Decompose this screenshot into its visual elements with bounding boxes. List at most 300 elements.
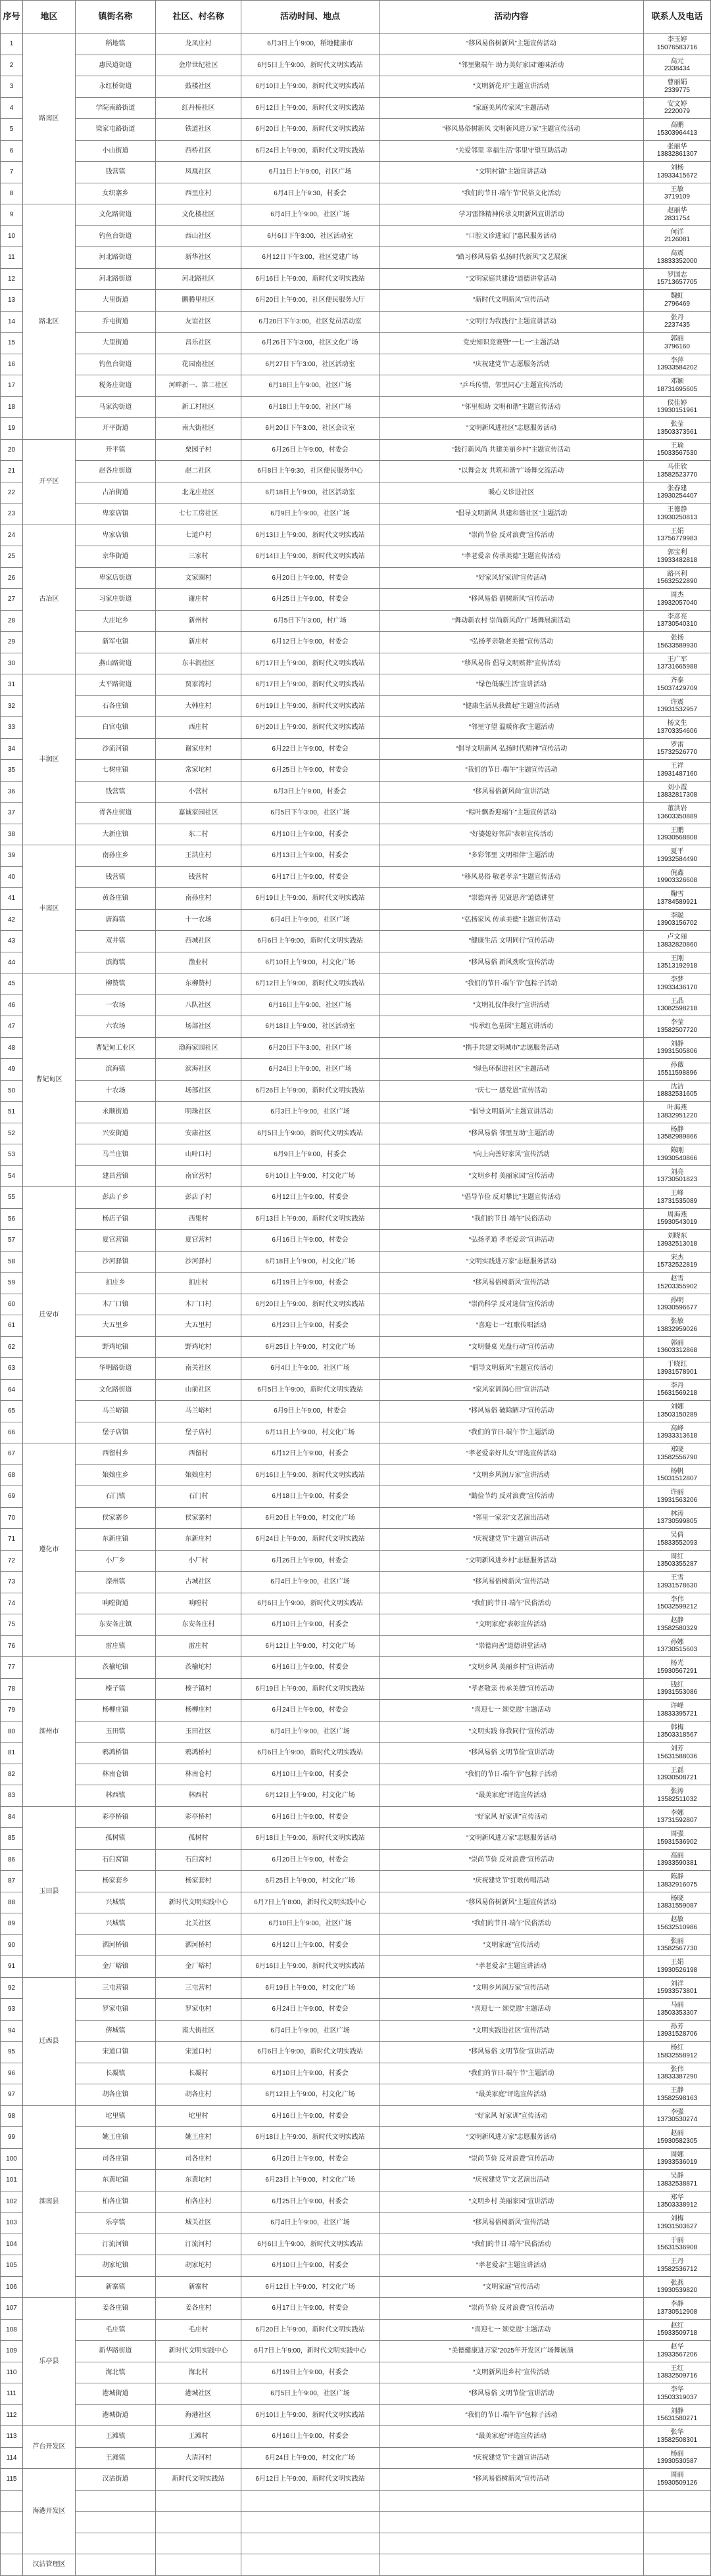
table-row — [1, 888, 711, 910]
contact-phone: 19903326608 — [656, 877, 698, 885]
table-row — [1, 2148, 711, 2170]
table-row — [1, 1123, 711, 1144]
contact-name: 许丽 — [670, 1489, 684, 1497]
row-no — [1, 2533, 23, 2554]
row-no: 15 — [1, 333, 23, 354]
row-contact — [644, 247, 711, 269]
contact-name: 王娟 — [670, 1959, 684, 1967]
contact-phone: 13831559087 — [656, 1902, 698, 1910]
table-row — [1, 866, 711, 888]
row-no: 25 — [1, 546, 23, 568]
row-activity: “健康生活从我做起”主题宣传活动 — [380, 695, 644, 717]
contact-name: 李强 — [670, 2108, 684, 2116]
row-activity: “移风易俗树新风”宣传活动 — [380, 2213, 644, 2234]
row-street: 唐海镇 — [76, 909, 156, 931]
row-time: 6月24日上午9:00，新时代文明实践站 — [241, 140, 380, 162]
row-contact — [644, 2341, 711, 2362]
row-no: 24 — [1, 525, 23, 546]
row-activity: “文明乡村 美丽家园”宣讲活动 — [380, 2191, 644, 2213]
row-community: 东安各庄村 — [156, 1614, 241, 1636]
contact-phone: 13832509716 — [656, 2372, 698, 2380]
row-contact — [644, 1764, 711, 1785]
contact-phone: 15511598896 — [657, 1069, 697, 1077]
contact-phone: 13833352000 — [656, 257, 698, 265]
row-contact — [644, 1678, 711, 1700]
row-time: 6月13日上午9:00，村委会 — [241, 845, 380, 867]
contact-phone: 15076583716 — [656, 43, 698, 51]
row-time: 6月6日上午9:00，新时代文明实践站 — [241, 931, 380, 952]
table-row — [1, 1187, 711, 1209]
contact-name: 吴静 — [670, 2172, 684, 2180]
row-contact — [644, 461, 711, 482]
row-time: 6月24日上午9:00，社区广场 — [241, 1059, 380, 1081]
contact-phone: 13582567730 — [656, 1945, 698, 1953]
row-time: 6月17日上午9:00，新时代文明实践站 — [241, 674, 380, 696]
row-time: 6月16日上午9:00，社区广场 — [241, 995, 380, 1016]
row-time: 6月4日上午9:00，社区广场 — [241, 204, 380, 226]
row-time: 6月17日上午9:00，村委会 — [241, 2298, 380, 2320]
row-activity — [380, 2533, 644, 2554]
row-no: 65 — [1, 1401, 23, 1422]
table-row — [1, 525, 711, 546]
row-contact — [644, 952, 711, 973]
row-activity: “好家风 好家训”宣传活动 — [380, 1806, 644, 1828]
row-activity — [380, 2512, 644, 2533]
row-street: 海北镇 — [76, 2362, 156, 2383]
row-no: 42 — [1, 909, 23, 931]
row-time — [241, 2490, 380, 2512]
row-area: 古冶区 — [23, 525, 76, 674]
row-street: 十农场 — [76, 1080, 156, 1102]
row-contact — [644, 1849, 711, 1871]
row-activity: “崇德向善 见贤思齐”道德讲堂 — [380, 888, 644, 910]
row-activity: “移风易俗 新风劲吹”宣传活动 — [380, 952, 644, 973]
row-activity: 党史知识竞赛暨“一七一”主题活动 — [380, 333, 644, 354]
row-community: 大五里村 — [156, 1315, 241, 1337]
row-no: 55 — [1, 1187, 23, 1209]
row-activity: “崇尚节俭 反对浪费”宣传活动 — [380, 2298, 644, 2320]
row-street: 学院南路街道 — [76, 97, 156, 119]
row-community: 八队社区 — [156, 995, 241, 1016]
row-no: 69 — [1, 1486, 23, 1508]
row-street: 王滩镇 — [76, 2426, 156, 2448]
row-no: 77 — [1, 1657, 23, 1679]
contact-phone: 13930568808 — [656, 834, 698, 842]
contact-name: 陈静 — [670, 1873, 684, 1881]
row-time: 6月18日上午9:00，新时代文明实践站 — [241, 2127, 380, 2149]
row-contact — [644, 1934, 711, 1956]
contact-phone: 13930530587 — [656, 2458, 698, 2466]
table-row — [1, 1401, 711, 1422]
row-no: 79 — [1, 1700, 23, 1721]
row-contact — [644, 1550, 711, 1572]
contact-name: 于丽 — [670, 2236, 684, 2244]
contact-phone: 15930509126 — [656, 2479, 698, 2487]
row-street: 马兰峪镇 — [76, 1401, 156, 1422]
contact-name: 张敏 — [670, 1318, 684, 1326]
row-activity: “携手共建文明城市”志愿服务活动 — [380, 1037, 644, 1059]
table-row — [1, 225, 711, 247]
row-area: 迁安市 — [23, 1187, 76, 1443]
row-time: 6月19日上午9:00，新时代文明实践站 — [241, 1678, 380, 1700]
row-street: 坨里镇 — [76, 2105, 156, 2127]
row-community: 彩亭桥村 — [156, 1806, 241, 1828]
row-time: 6月13日上午9:00，新时代文明实践站 — [241, 525, 380, 546]
row-contact — [644, 1871, 711, 1892]
row-activity: “移风易俗树新风”宣传活动 — [380, 2469, 644, 2491]
row-community: 雷庄村 — [156, 1635, 241, 1657]
contact-phone: 15931536902 — [656, 1838, 698, 1846]
row-contact — [644, 97, 711, 119]
row-street: 京华街道 — [76, 546, 156, 568]
table-row — [1, 1379, 711, 1401]
row-contact — [644, 653, 711, 674]
contact-name: 王德静 — [667, 506, 687, 514]
contact-phone: 13931563206 — [656, 1496, 698, 1504]
row-street: 司各庄镇 — [76, 2148, 156, 2170]
row-no: 20 — [1, 439, 23, 461]
table-row — [1, 1464, 711, 1486]
row-activity: “我们的节日·端午节”包粽子活动 — [380, 973, 644, 995]
row-community — [156, 2490, 241, 2512]
row-time: 6月20日上午9:00，村委会 — [241, 1849, 380, 1871]
row-no: 52 — [1, 1123, 23, 1144]
row-contact — [644, 183, 711, 204]
row-contact — [644, 931, 711, 952]
table-row — [1, 2063, 711, 2084]
contact-name: 李梦 — [670, 976, 684, 984]
row-street: 茨榆坨镇 — [76, 1657, 156, 1679]
row-community: 北关社区 — [156, 1913, 241, 1935]
row-street: 燕山路街道 — [76, 653, 156, 674]
row-no: 5 — [1, 119, 23, 141]
row-street: 柳赞镇 — [76, 973, 156, 995]
row-community: 东黄坨村 — [156, 2170, 241, 2191]
contact-name: 叶海燕 — [667, 1104, 687, 1112]
row-no: 37 — [1, 803, 23, 824]
contact-name: 李彦亮 — [667, 613, 687, 621]
row-contact — [644, 2404, 711, 2426]
row-area: 丰润区 — [23, 674, 76, 845]
table-row — [1, 1721, 711, 1743]
table-row — [1, 1422, 711, 1443]
row-time: 6月22日上午9:00，村委会 — [241, 738, 380, 760]
row-time: 6月13日上午9:00，新时代文明实践站 — [241, 1208, 380, 1230]
row-activity: “移风易俗 邻里互助”主题活动 — [380, 1123, 644, 1144]
row-street — [76, 2512, 156, 2533]
contact-name: 李华 — [670, 2386, 684, 2394]
table-row — [1, 333, 711, 354]
contact-phone: 13933590381 — [656, 1860, 698, 1867]
row-contact — [644, 2042, 711, 2063]
row-community: 东新庄村 — [156, 1529, 241, 1551]
row-time: 6月16日上午9:00，村委会 — [241, 2426, 380, 2448]
row-contact — [644, 2084, 711, 2106]
table-row — [1, 738, 711, 760]
row-street: 马家沟街道 — [76, 396, 156, 418]
row-community: 铁道社区 — [156, 119, 241, 141]
contact-phone: 13931505806 — [656, 1048, 698, 1056]
row-no: 21 — [1, 461, 23, 482]
header-area: 地区 — [23, 1, 76, 34]
row-time: 6月16日上午9:00，新时代文明实践站 — [241, 1464, 380, 1486]
contact-name: 张丹 — [670, 314, 684, 321]
row-street: 开平镇 — [76, 439, 156, 461]
row-time: 6月20日上午9:00，新时代文明实践站 — [241, 2319, 380, 2341]
contact-phone: 13832861307 — [656, 151, 698, 158]
row-activity: “好家风好家训”宣传活动 — [380, 567, 644, 589]
row-community: 河北路社区 — [156, 268, 241, 290]
contact-name: 孙薇 — [670, 1062, 684, 1069]
row-street: 滦州镇 — [76, 1572, 156, 1593]
contact-name: 刘小霞 — [667, 784, 687, 791]
row-activity: “庆祝建党节”志愿服务活动 — [380, 354, 644, 375]
row-contact — [644, 2063, 711, 2084]
row-community: 新时代文明实践中心 — [156, 1892, 241, 1913]
row-street: 新华路街道 — [76, 2341, 156, 2362]
row-contact — [644, 2105, 711, 2127]
row-activity: “文明村镇”主题宣讲活动 — [380, 162, 644, 183]
row-time: 6月20日下午3:00，社区党员活动室 — [241, 311, 380, 333]
row-no: 30 — [1, 653, 23, 674]
row-contact — [644, 1700, 711, 1721]
row-activity: “文明餐桌 光盘行动”宣传活动 — [380, 1336, 644, 1358]
row-activity: “向上向善好家风”宣传活动 — [380, 1144, 644, 1166]
table-row — [1, 1999, 711, 2021]
row-time: 6月20日下午3:00，社区广场 — [241, 1037, 380, 1059]
row-street: 黄各庄镇 — [76, 888, 156, 910]
contact-name: 高峰 — [670, 1424, 684, 1432]
table-row — [1, 2298, 711, 2320]
row-street: 东新庄镇 — [76, 1529, 156, 1551]
row-no: 48 — [1, 1037, 23, 1059]
row-community: 柏各庄村 — [156, 2191, 241, 2213]
row-community: 宋道口村 — [156, 2042, 241, 2063]
row-time: 6月9日上午9:00，村委会 — [241, 1144, 380, 1166]
row-contact — [644, 354, 711, 375]
row-street: 一农场 — [76, 995, 156, 1016]
contact-phone: 13930250813 — [656, 513, 698, 521]
row-street: 大庄坨乡 — [76, 610, 156, 632]
row-activity: “文明家庭”宣传活动 — [380, 2276, 644, 2298]
row-time: 6月18日上午9:00，村委会 — [241, 1486, 380, 1508]
row-time: 6月18日上午9:00，社区活动室 — [241, 482, 380, 503]
row-community: 昌乐社区 — [156, 333, 241, 354]
row-no: 63 — [1, 1358, 23, 1380]
contact-name: 杨文生 — [667, 720, 687, 728]
row-community: 新庄村 — [156, 632, 241, 653]
contact-name: 王雪 — [670, 1574, 684, 1582]
row-community: 杨家套村 — [156, 1871, 241, 1892]
contact-phone: 13833387290 — [656, 2073, 698, 2081]
row-community: 七七工房社区 — [156, 503, 241, 525]
contact-phone: 3719109 — [664, 193, 690, 201]
row-street: 开平街道 — [76, 418, 156, 440]
table-row — [1, 1977, 711, 1999]
contact-name: 张莹 — [670, 421, 684, 429]
row-community: 新时代文明实践中心 — [156, 2341, 241, 2362]
row-contact — [644, 632, 711, 653]
row-contact — [644, 1037, 711, 1059]
row-street: 罗家屯镇 — [76, 1999, 156, 2021]
contact-name: 安文婷 — [667, 100, 687, 108]
row-contact — [644, 1187, 711, 1209]
row-no: 68 — [1, 1464, 23, 1486]
row-street: 小厂乡 — [76, 1550, 156, 1572]
row-contact — [644, 2213, 711, 2234]
row-activity: 学习雷锋精神传承文明新风宣讲活动 — [380, 204, 644, 226]
contact-name: 李莹 — [670, 1019, 684, 1027]
row-activity: “勤俭节约 反对浪费”宣传活动 — [380, 1486, 644, 1508]
table-row — [1, 1892, 711, 1913]
row-activity: “践行新风尚 共建美丽乡村”主题宣传活动 — [380, 439, 644, 461]
row-street: 马兰庄镇 — [76, 1144, 156, 1166]
contact-phone: 13932513018 — [656, 1240, 698, 1248]
table-row — [1, 1144, 711, 1166]
row-community: 山前社区 — [156, 1379, 241, 1401]
row-area: 丰南区 — [23, 845, 76, 973]
table-row — [1, 909, 711, 931]
contact-name: 韩梅 — [670, 1723, 684, 1731]
row-community: 西留村 — [156, 1443, 241, 1465]
contact-name: 张华 — [670, 2429, 684, 2437]
row-community: 南大街社区 — [156, 418, 241, 440]
table-row — [1, 695, 711, 717]
row-street: 胡各庄镇 — [76, 2084, 156, 2106]
contact-name: 沈洁 — [670, 1083, 684, 1090]
row-contact — [644, 2490, 711, 2512]
row-time: 6月10日上午9:00，村委会 — [241, 1764, 380, 1785]
contact-phone: 13930596677 — [656, 1304, 698, 1312]
contact-phone: 15832558912 — [656, 2051, 698, 2059]
row-community: 西山社区 — [156, 225, 241, 247]
contact-name: 路兴利 — [667, 570, 687, 578]
contact-name: 张燕 — [670, 2279, 684, 2287]
row-street: 娘娘庄乡 — [76, 1464, 156, 1486]
row-no: 76 — [1, 1635, 23, 1657]
row-contact — [644, 2298, 711, 2320]
table-row — [1, 1251, 711, 1273]
row-time: 6月20日上午9:00，社区便民服务大厅 — [241, 290, 380, 312]
row-time — [241, 2512, 380, 2533]
table-row — [1, 1934, 711, 1956]
row-contact — [644, 55, 711, 76]
row-no: 44 — [1, 952, 23, 973]
row-no: 87 — [1, 1871, 23, 1892]
row-community: 七道户村 — [156, 525, 241, 546]
row-activity: “文明乡风润万家”宣讲活动 — [380, 1464, 644, 1486]
row-street: 太平路街道 — [76, 674, 156, 696]
row-activity: “倡导文明新风”主题宣传活动 — [380, 1358, 644, 1380]
row-time: 6月6日上午9:00，新时代文明实践站 — [241, 1593, 380, 1614]
contact-name: 杨帆 — [670, 1467, 684, 1475]
row-contact — [644, 1892, 711, 1913]
row-time: 6月7日上午8:00，新时代文明实践中心 — [241, 1892, 380, 1913]
contact-phone: 13582523770 — [656, 471, 698, 479]
table-row — [1, 760, 711, 782]
row-contact — [644, 418, 711, 440]
row-community: 新华社区 — [156, 247, 241, 269]
table-row — [1, 1550, 711, 1572]
row-contact — [644, 1358, 711, 1380]
row-community: 马兰峪村 — [156, 1401, 241, 1422]
row-contact — [644, 290, 711, 312]
contact-phone: 13582556790 — [656, 1453, 698, 1461]
row-community: 三家村 — [156, 546, 241, 568]
row-street: 卑家店镇 — [76, 503, 156, 525]
row-time: 6月10日上午9:00，村文化广场 — [241, 952, 380, 973]
row-activity: “移风易俗 文明节俭”宣讲活动 — [380, 2042, 644, 2063]
contact-name: 宋杰 — [670, 1253, 684, 1261]
row-street: 滨海镇 — [76, 1059, 156, 1081]
row-contact — [644, 610, 711, 632]
row-contact — [644, 140, 711, 162]
row-no: 100 — [1, 2148, 23, 2170]
contact-name: 曹丽娟 — [667, 79, 687, 87]
row-activity: “弘扬家风 传承美德”主题宣传活动 — [380, 909, 644, 931]
row-contact — [644, 888, 711, 910]
row-contact — [644, 2255, 711, 2277]
row-street: 杨家套乡 — [76, 1871, 156, 1892]
contact-phone: 13933567206 — [656, 2351, 698, 2358]
row-contact — [644, 225, 711, 247]
row-contact — [644, 1336, 711, 1358]
row-community: 石臼窝村 — [156, 1849, 241, 1871]
contact-name: 王静 — [670, 2087, 684, 2095]
contact-name: 王祥 — [670, 762, 684, 770]
row-no: 106 — [1, 2276, 23, 2298]
contact-name: 李伟 — [670, 1595, 684, 1603]
table-row — [1, 247, 711, 269]
row-time: 6月4日上午9:00，社区广场 — [241, 1721, 380, 1743]
row-activity: “美德健康进万家”2025年开发区广场舞展演 — [380, 2341, 644, 2362]
row-activity: “我们的节日·端午节”包粽子活动 — [380, 1764, 644, 1785]
contact-phone: 13082598218 — [656, 1005, 698, 1013]
row-time: 6月25日上午9:00，村文化广场 — [241, 1336, 380, 1358]
row-community: 石门村 — [156, 1486, 241, 1508]
row-time: 6月20日上午9:00，新时代文明实践站 — [241, 717, 380, 739]
row-contact — [644, 1016, 711, 1038]
row-no: 71 — [1, 1529, 23, 1551]
contact-phone: 13833395721 — [656, 1710, 698, 1718]
contact-name: 刘娜 — [670, 1403, 684, 1411]
row-area: 路南区 — [23, 34, 76, 204]
contact-name: 倪鑫 — [670, 869, 684, 877]
table-row — [1, 461, 711, 482]
contact-phone: 13832951220 — [656, 1112, 698, 1119]
row-no: 43 — [1, 931, 23, 952]
row-time: 6月5日下午3:00，社区广场 — [241, 803, 380, 824]
contact-name: 王丹 — [670, 2258, 684, 2266]
contact-phone: 13931578901 — [656, 1368, 698, 1376]
row-street: 梁家屯路街道 — [76, 119, 156, 141]
row-activity: “庆七一 感党恩”宣传活动 — [380, 1080, 644, 1102]
row-no: 54 — [1, 1165, 23, 1187]
row-time: 6月24日上午9:00，村委会 — [241, 1999, 380, 2021]
contact-phone: 15732522819 — [656, 1261, 698, 1269]
row-contact — [644, 1230, 711, 1252]
table-row — [1, 2554, 711, 2576]
table-row — [1, 824, 711, 845]
row-no: 82 — [1, 1764, 23, 1785]
row-street: 鸦鸿桥镇 — [76, 1743, 156, 1764]
row-community: 十一农场 — [156, 909, 241, 931]
row-no: 10 — [1, 225, 23, 247]
row-contact — [644, 503, 711, 525]
table-row — [1, 2276, 711, 2298]
row-community: 林西村 — [156, 1785, 241, 1807]
contact-name: 王峰 — [670, 1190, 684, 1198]
